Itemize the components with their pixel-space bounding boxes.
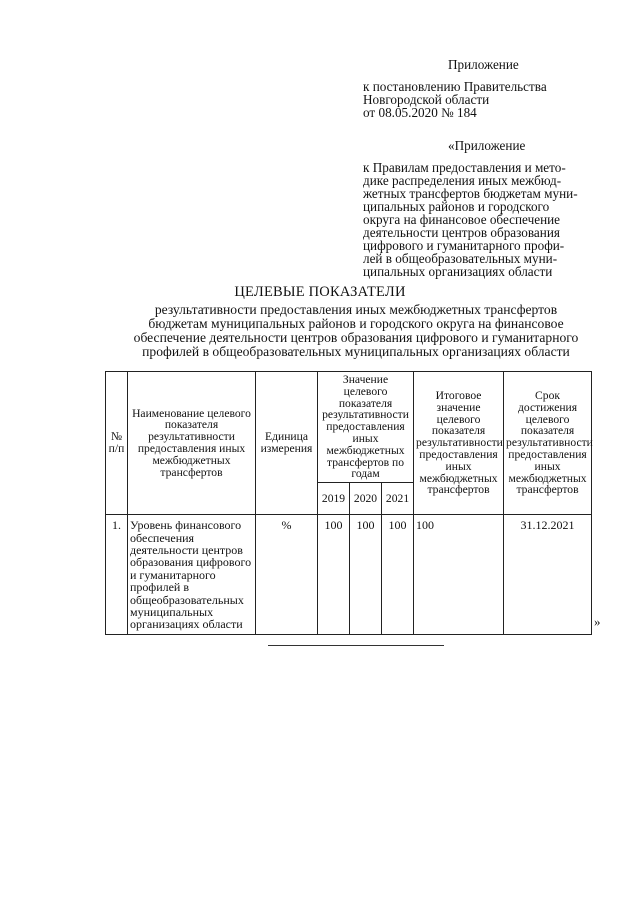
subtitle-line: бюджетам муниципальных районов и городского округа на финансовое [148,316,564,331]
subtitle-line: результативности предоставления иных межбюджетных трансфертов [154,302,558,317]
row-num: 1. [106,515,128,635]
header-year: 2019 [318,483,350,515]
rules-appendix-line: округа на финансовое обеспечение [363,212,561,227]
header-name: Наименование целевого показателя результативности предоставления иных межбюджетных трансфертов [128,372,256,515]
rules-appendix-line: деятельности центров образования [363,225,560,240]
header-year: 2021 [382,483,414,515]
subtitle-line: обеспечение деятельности центров образования цифрового и гуманитарного [133,330,579,345]
rules-appendix-line: жетных трансфертов бюджетам муни- [363,186,578,201]
header-total: Итоговое значение целевого показателя результативности предоставления иных межбюджетных трансфертов [414,372,504,515]
footer-divider [268,645,444,646]
document-title: ЦЕЛЕВЫЕ ПОКАЗАТЕЛИ [234,284,406,300]
header-unit: Единица измерения [256,372,318,515]
appendix-block [363,58,593,119]
row-value-2019: 100 [318,515,350,635]
rules-appendix-block [363,139,593,278]
rules-appendix-line: дике распределения иных межбюд- [363,173,562,188]
closing-quote: » [594,614,601,629]
appendix-line: Новгородской области [363,92,490,107]
row-name: Уровень финансового обеспечения деятельности центров образования цифрового и гуманитарного профилей в общеобразовательных муниципальных организациях области [128,515,256,635]
header-value-group: Значение целевого показателя результативности предоставления иных межбюджетных трансфертов по годам [318,372,414,483]
document-subtitle [106,303,606,359]
appendix-line: от 08.05.2020 № 184 [363,105,477,120]
rules-appendix-line: лей в общеобразовательных муни- [363,251,558,266]
rules-appendix-head: «Приложение [448,138,526,153]
rules-appendix-line: ципальных районов и городского [363,199,550,214]
rules-appendix-line: цифрового и гуманитарного профи- [363,238,565,253]
row-deadline: 31.12.2021 [504,515,592,635]
appendix-line: к постановлению Правительства [363,79,547,94]
table-row [106,515,592,635]
row-value-2020: 100 [350,515,382,635]
row-unit: % [256,515,318,635]
rules-appendix-line: ципальных организациях области [363,264,553,279]
header-year: 2020 [350,483,382,515]
rules-appendix-line: к Правилам предоставления и мето- [363,160,566,175]
row-value-2021: 100 [382,515,414,635]
subtitle-line: профилей в общеобразовательных муниципальных организациях области [142,344,570,359]
indicators-table [105,371,592,635]
header-deadline: Срок достижения целевого показателя результативности предоставления иных межбюджетных трансфертов [504,372,592,515]
row-total: 100 [414,515,504,635]
appendix-head: Приложение [448,57,519,72]
header-num: № п/п [106,372,128,515]
